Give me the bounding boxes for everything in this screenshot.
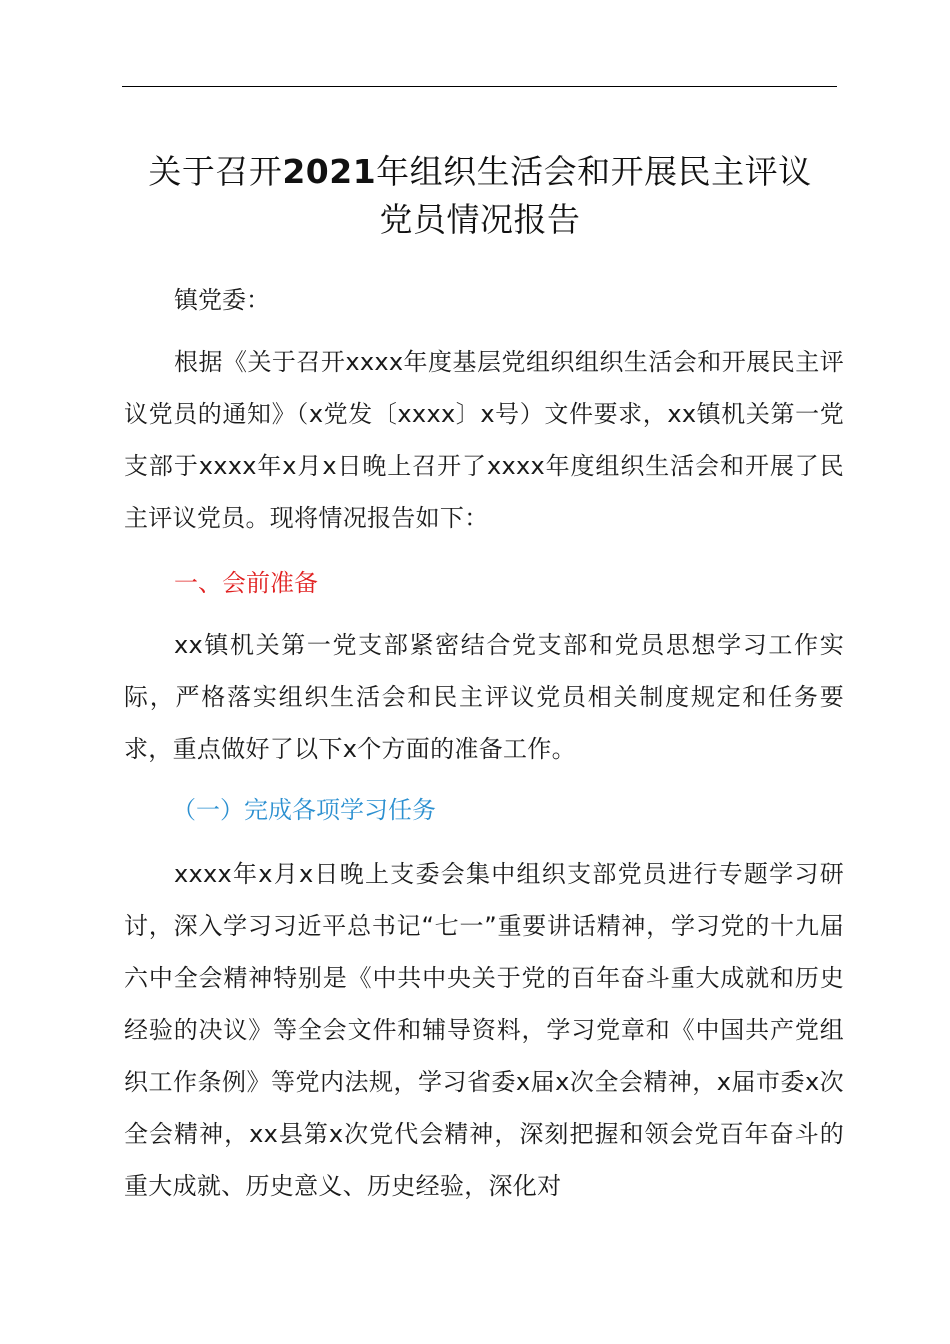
- title-suffix: 年组织生活会和开展民主评议: [376, 152, 812, 191]
- document-title: [100, 148, 860, 244]
- title-prefix: 关于召开: [148, 152, 283, 191]
- title-line-2: 党员情况报告: [379, 200, 581, 239]
- title-year: 2021: [282, 152, 377, 191]
- subsection-heading-study: （一）完成各项学习任务: [172, 796, 436, 824]
- subsection-paragraph: xxxx年x月x日晚上支委会集中组织支部党员进行专题学习研讨，深入学习习近平总书记“七一”重要讲话精神，学习党的十九届六中全会精神特别是《中共中央关于党的百年奋斗重大成就和历史经验的决议》等全会文件和辅导资料，学习党章和《中国共产党组织工作条例》等党内法规，学习省委x届x次全会精神，x届市委x次全会精神，xx县第x次党代会精神，深刻把握和领会党百年奋斗的重大成就、历史意义、历史经验，深化对: [124, 860, 844, 1200]
- header-rule: [122, 86, 837, 87]
- salutation: 镇党委：: [174, 286, 270, 314]
- title-line-1: [100, 148, 860, 196]
- intro-paragraph: 根据《关于召开xxxx年度基层党组织组织生活会和开展民主评议党员的通知》（x党发〔xxxx〕x号）文件要求，xx镇机关第一党支部于xxxx年x月x日晚上召开了xxxx年度组织生活会和开展了民主评议党员。现将情况报告如下：: [124, 348, 844, 532]
- section-paragraph: xx镇机关第一党支部紧密结合党支部和党员思想学习工作实际，严格落实组织生活会和民主评议党员相关制度规定和任务要求，重点做好了以下x个方面的准备工作。: [124, 631, 844, 763]
- section-heading-preparation: 一、会前准备: [174, 569, 318, 597]
